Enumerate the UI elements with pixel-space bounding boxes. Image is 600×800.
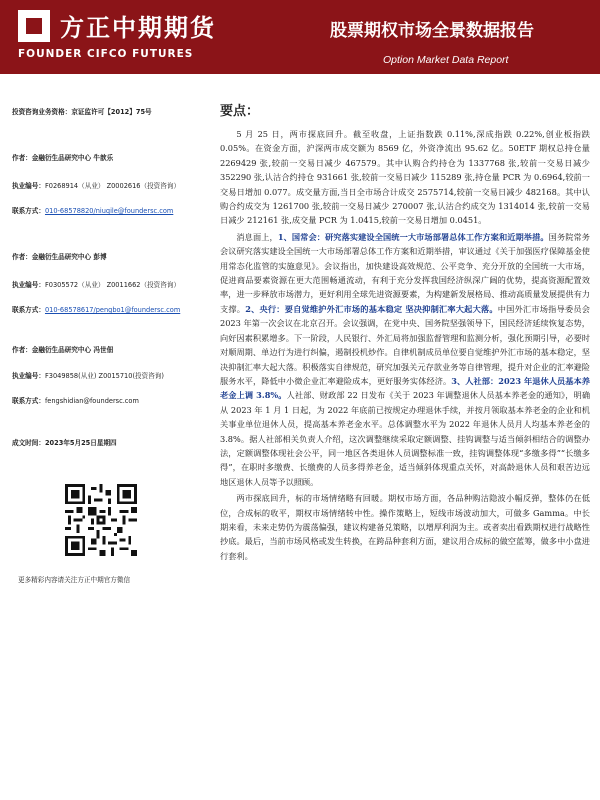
wechat-qr-code[interactable] — [65, 484, 137, 556]
author-2-email-link[interactable]: 010-68578617/pengbo1@foundersc.com — [44, 306, 181, 314]
company-name-cn: 方正中期期货 — [60, 14, 216, 42]
news-headline-1: 1、国常会：研究落实建设全国统一大市场部署总体工作方案和近期举措。 — [277, 231, 549, 242]
author-2-id: 执业编号：F0305572（从业） Z0011662（投资咨询） — [12, 281, 181, 289]
news-headline-3: 3、人社部：2023 年退休人员基本养老金上调 3.8%。 — [220, 375, 590, 401]
report-subtitle: Option Market Data Report — [383, 54, 509, 66]
news-headline-2: 2、央行：要自觉维护外汇市场的基本稳定 坚决抑制汇率大起大落。 — [245, 303, 498, 314]
company-name-en: FOUNDER CIFCO FUTURES — [18, 48, 194, 60]
report-body — [220, 100, 590, 565]
founder-logo-icon — [18, 10, 50, 42]
author-3-email[interactable]: fengshidian@foundersc.com — [44, 397, 139, 405]
author-1-name: 作者：金融衍生品研究中心 牛歆乐 — [12, 154, 114, 162]
report-title: 股票期权市场全景数据报告 — [330, 21, 534, 41]
section-title: 要点： — [220, 104, 260, 119]
qr-caption: 更多精彩内容请关注方正中期官方微信 — [18, 576, 131, 584]
publish-date: 成文时间：2023年5月25日星期四 — [12, 439, 117, 447]
author-1-contact: 联系方式：010-68578820/niuqile@foundersc.com — [12, 207, 174, 215]
author-1-email-link[interactable]: 010-68578820/niuqile@foundersc.com — [44, 207, 174, 215]
author-2-name: 作者：金融衍生品研究中心 彭博 — [12, 253, 107, 261]
author-1-id: 执业编号：F0268914（从业） Z0002616（投资咨询） — [12, 182, 181, 190]
license-text: 投资咨询业务资格：京证监许可【2012】75号 — [12, 108, 152, 116]
strategy-paragraph: 两市探底回升，标的市场情绪略有回暖。期权市场方面，各品种购沽隐波小幅反弹，整体仍在低位，合成标的收平，期权市场情绪转中性。操作策略上，短线市场波动加大，可做多 Gamma。中长期来看，未来走势仍为震荡偏强，建议构建备兑策略，以增厚利润为主。或者卖出看跌期权进行战略性抄底。最后，当前市场风格或发生转换，在跨品种套利方面，建议用合成标的做空蓝筹，做多中小盘进行套利。 — [220, 493, 590, 561]
report-header — [0, 0, 600, 74]
news-paragraph: 消息面上，1、国常会：研究落实建设全国统一大市场部署总体工作方案和近期举措。国务院常务会议研究落实建设全国统一大市场部署总体工作方案和近期举措，审议通过《关于加强医疗保障基金使用常态化监管的实施意见》。会议指出，加快建设高效规范、公平竞争、充分开放的全国统一大市场，促进商品要素资源在更大范围畅通流动，有利于充分发挥我国经济纵深广阔的优势，提高资源配置效率，进一步释放市场潜力，更好利用全球先进资源要素，为构建新发展格局、推动高质量发展提供有力支撑。2、央行：要自觉维护外汇市场的基本稳定 坚决抑制汇率大起大落。中国外汇市场指导委员会 2023 年第一次会议在北京召开。会议强调，在党中央、国务院坚强领导下，国民经济延续恢复态势，向好因素积累增多。下一阶段，人民银行、外汇局将加强监督管理和监测分析，强化预期引导，必要时对顺周期、单边行为进行纠偏，遏制投机炒作。自律机制成员单位要自觉维护外汇市场的基本稳定，坚决抑制汇率大起大落。积极落实自律规范，研究加强关元存款业务等自律管理，提升对企业的汇率避险服务水平，降低中小微企业汇率避险成本，更好服务实体经济。3、人社部：2023 年退休人员基本养老金上调 3.8%。人社部、财政部 22 日发布《关于 2023 年调整退休人员基本养老金的通知》，明确从 2023 年 1 月 1 日起，为 2022 年底前已按规定办理退休手续，并按月领取基本养老金的企业和机关事业单位退休人员，提高基本养老金水平。总体调整水平为 2022 年退休人员月人均基本养老金的 3.8%。据人社部相关负责人介绍，这次调整继续采取定额调整、挂钩调整与适当倾斜相结合的调整办法，定额调整体现社会公平，同一地区各类退休人员调整标准一致，挂钩调整体现“多缴多得”“长缴多得”，在职时多缴费、长缴费的人员多得养老金，适当倾斜体现重点关怀，对高龄退休人员和艰苦边远地区退休人员等予以照顾。 — [220, 231, 591, 487]
author-2-contact: 联系方式：010-68578617/pengbo1@foundersc.com — [12, 306, 181, 314]
author-3-id: 执业编号：F3049858(从业) Z0015710(投资咨询) — [12, 372, 164, 380]
author-3-name: 作者：金融衍生品研究中心 冯世佃 — [12, 346, 114, 354]
author-3-contact: 联系方式：fengshidian@foundersc.com — [12, 397, 139, 405]
market-summary-paragraph: 5 月 25 日，两市探底回升。截至收盘，上证指数跌 0.11%,深成指跌 0.22%,创业板指跌 0.05%。在资金方面，沪深两市成交额为 8569 亿，外资净流出 95.62 亿。50ETF 期权总持仓量 2269429 张,较前一交易日减少 467579。其中认购合约持仓为 1337768 张,较前一交易日减少 352290 张,认沽合约持仓 931661 张,较前一交易日减少 115289 张,持仓量 PCR 为 0.6964,较前一交易日增加 0.077。成交量方面,当日全市场合计成交 2575714,较前一交易日减少 482168。其中认购合约成交为 1261700 张,较前一交易日减少 270007 张,认沽合约成交为 1314014 张,较前一交易日减少 212161 张,成交量 PCR 为 1.0415,较前一交易日增加 0.0451。 — [220, 129, 590, 226]
